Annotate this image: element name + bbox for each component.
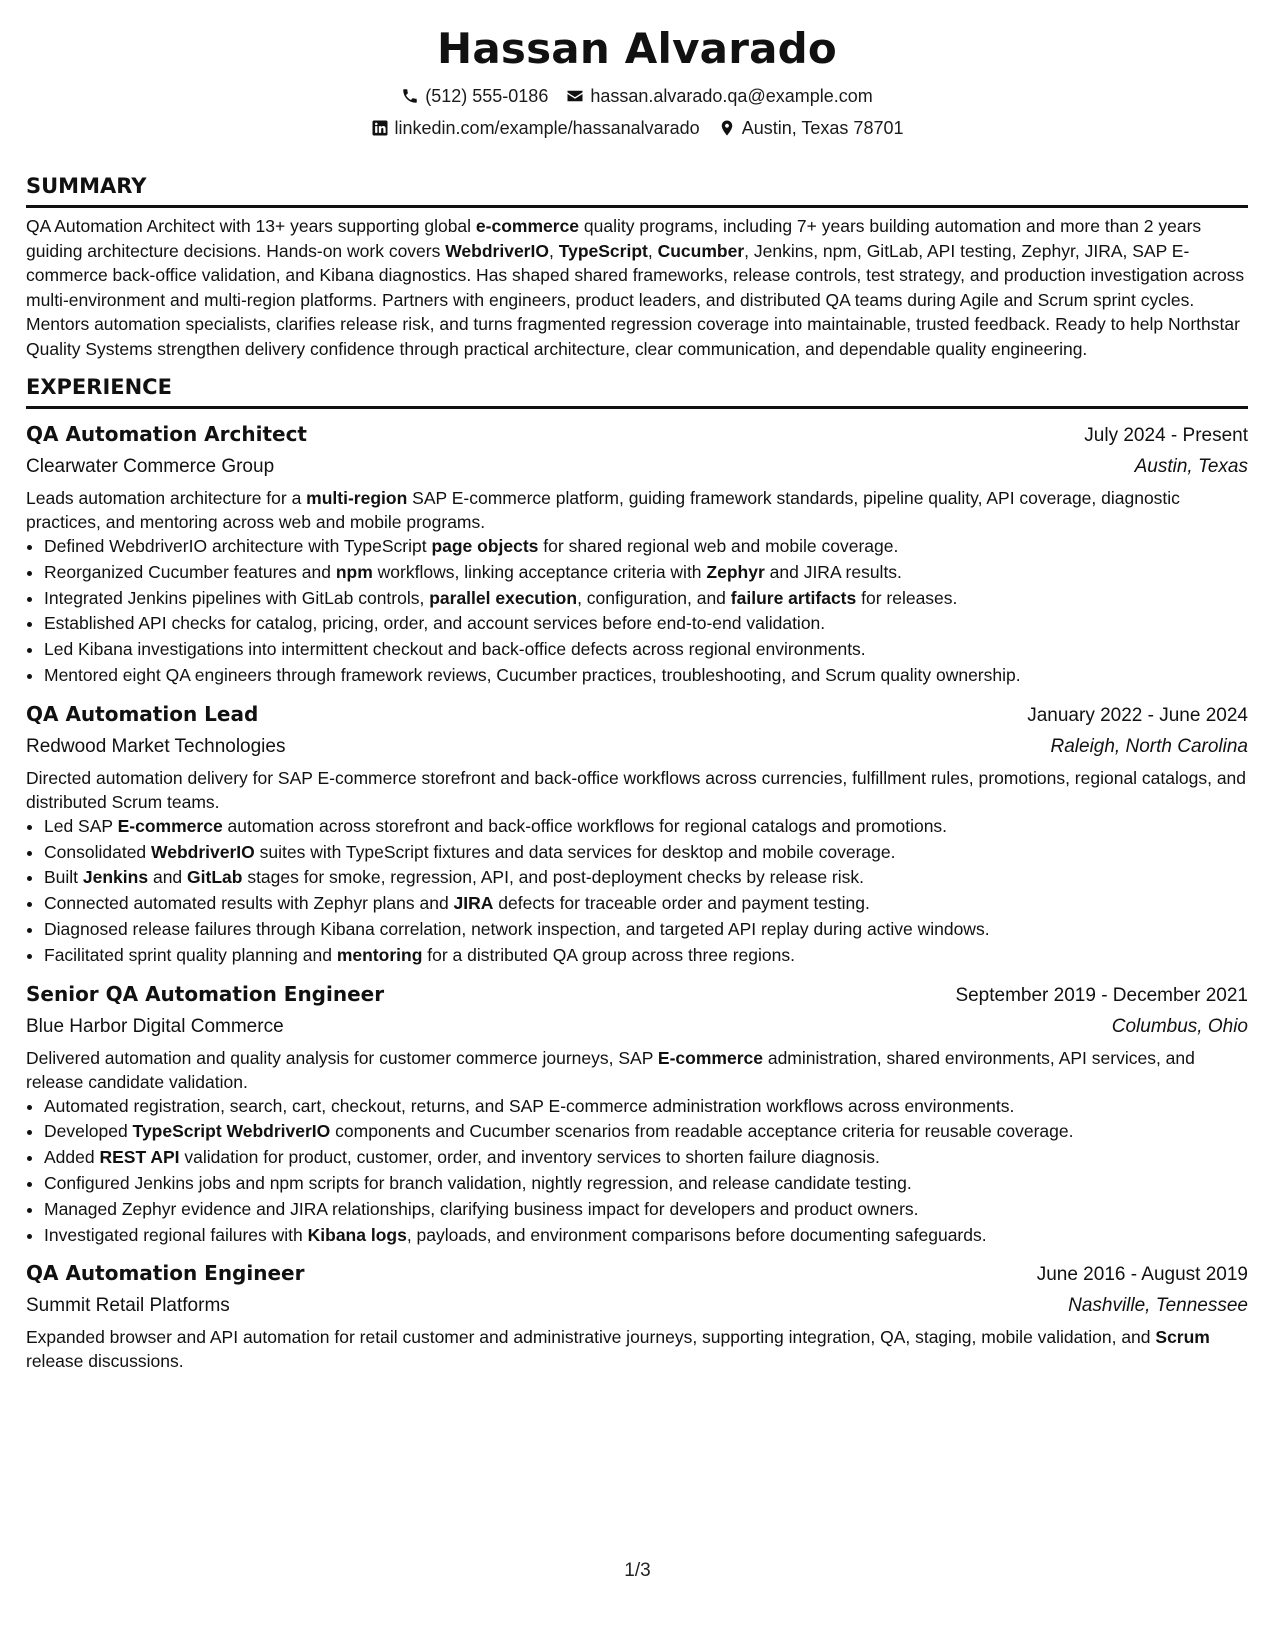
text-segment: for shared regional web and mobile coverage. xyxy=(538,536,899,556)
map-marker-icon xyxy=(718,119,736,137)
bold-keyword: mentoring xyxy=(336,944,423,965)
bullet-item xyxy=(44,1094,1248,1120)
bold-keyword: Kibana logs xyxy=(307,1224,407,1245)
bullet-item xyxy=(44,1171,1248,1197)
text-segment: Connected automated results with Zephyr plans and xyxy=(44,893,454,914)
bold-keyword: WebdriverIO xyxy=(151,841,255,862)
bullet-item xyxy=(44,560,1248,586)
bold-keyword: Scrum xyxy=(1155,1327,1210,1348)
job-title: QA Automation Lead xyxy=(26,701,259,726)
text-segment: Led Kibana investigations into intermittent checkout and back-office defects across regional environments. xyxy=(44,639,866,660)
text-segment: workflows, linking acceptance criteria with xyxy=(372,561,707,582)
bullet-item xyxy=(44,865,1248,891)
bold-keyword: Cucumber xyxy=(657,240,745,261)
text-segment: Reorganized Cucumber features and xyxy=(44,561,336,582)
job-entry xyxy=(26,419,1248,689)
experience-heading: EXPERIENCE xyxy=(26,373,1248,409)
text-segment: , configuration, and xyxy=(577,587,731,608)
text-segment: Led SAP xyxy=(44,815,118,836)
job-location: Raleigh, North Carolina xyxy=(1050,735,1248,757)
text-segment: Leads automation architecture for a xyxy=(26,488,307,508)
bullet-item xyxy=(44,637,1248,663)
job-description xyxy=(26,1325,1248,1373)
bold-keyword: TypeScript xyxy=(558,240,648,261)
bold-keyword: E-commerce xyxy=(117,815,223,836)
bullet-item xyxy=(44,1223,1248,1249)
job-location: Austin, Texas xyxy=(1134,456,1248,477)
contact-row-2 xyxy=(26,112,1248,144)
job-dates: January 2022 - June 2024 xyxy=(1027,704,1248,726)
text-segment: Configured Jenkins jobs and npm scripts for branch validation, nightly regression, and release candidate testing. xyxy=(44,1172,912,1193)
bold-keyword: parallel execution xyxy=(429,587,578,608)
text-segment: suites with TypeScript fixtures and data services for desktop and mobile coverage. xyxy=(254,841,896,862)
job-title: QA Automation Architect xyxy=(26,422,307,446)
text-segment: quality programs, including 7+ years building automation and more than 2 years guiding architecture decisions. Hands-on work covers xyxy=(26,216,1202,261)
text-segment: Directed automation delivery for SAP E-commerce storefront and back-office workflows across currencies, fulfillment rules, promotions, regional catalogs, and distributed Scrum teams. xyxy=(26,767,1247,812)
contact-row-1 xyxy=(26,80,1248,112)
bullet-item xyxy=(44,1119,1248,1145)
text-segment: and JIRA results. xyxy=(764,561,902,582)
text-segment: QA Automation Architect with 13+ years supporting global xyxy=(26,216,476,236)
bold-keyword: WebdriverIO xyxy=(445,240,549,261)
email-text[interactable]: hassan.alvarado.qa@example.com xyxy=(590,86,873,106)
bold-keyword: TypeScript WebdriverIO xyxy=(132,1121,331,1142)
text-segment: and xyxy=(148,867,188,888)
company-name: Redwood Market Technologies xyxy=(26,735,286,757)
text-segment: Managed Zephyr evidence and JIRA relationships, clarifying business impact for developers and product owners. xyxy=(44,1198,919,1219)
linkedin-icon xyxy=(371,119,389,137)
job-header xyxy=(26,699,1248,731)
phone-text: (512) 555-0186 xyxy=(425,86,549,106)
text-segment: SAP E-commerce platform, guiding framework standards, pipeline quality, API coverage, diagnostic practices, and mentoring across web and mobile programs. xyxy=(26,488,1180,532)
bullet-item xyxy=(44,891,1248,917)
text-segment: Consolidated xyxy=(44,841,152,862)
resume-page xyxy=(26,18,1248,1373)
text-segment: Delivered automation and quality analysis for customer commerce journeys, SAP xyxy=(26,1047,658,1068)
bold-keyword: REST API xyxy=(99,1147,180,1168)
email-contact[interactable] xyxy=(566,80,872,112)
bullet-item xyxy=(44,534,1248,560)
bullet-item xyxy=(44,814,1248,840)
location-text: Austin, Texas 78701 xyxy=(741,118,904,138)
bold-keyword: page objects xyxy=(431,536,539,556)
bold-keyword: npm xyxy=(335,561,373,582)
candidate-name: Hassan Alvarado xyxy=(437,24,837,73)
bold-keyword: GitLab xyxy=(187,867,243,888)
job-location: Nashville, Tennessee xyxy=(1068,1295,1248,1317)
text-segment: Automated registration, search, cart, checkout, returns, and SAP E-commerce administration workflows across environments. xyxy=(44,1095,1015,1116)
phone-icon xyxy=(401,87,419,105)
bullet-item xyxy=(44,943,1248,969)
text-segment: Integrated Jenkins pipelines with GitLab controls, xyxy=(44,587,430,608)
job-description xyxy=(26,486,1248,534)
text-segment: for releases. xyxy=(856,587,958,608)
summary-paragraph xyxy=(26,214,1248,361)
bullet-item xyxy=(44,663,1248,689)
job-bullets xyxy=(26,814,1248,969)
job-subheader xyxy=(26,1290,1248,1321)
linkedin-contact[interactable] xyxy=(371,112,700,144)
job-dates: July 2024 - Present xyxy=(1084,425,1248,446)
text-segment: Defined WebdriverIO architecture with TypeScript xyxy=(44,536,432,556)
envelope-icon xyxy=(566,87,584,105)
text-segment: Built xyxy=(44,867,83,888)
company-name: Summit Retail Platforms xyxy=(26,1295,230,1317)
text-segment: Expanded browser and API automation for retail customer and administrative journeys, supporting integration, QA, staging, mobile validation, and xyxy=(26,1327,1156,1348)
text-segment: Added xyxy=(44,1147,100,1168)
bold-keyword: failure artifacts xyxy=(730,587,857,608)
job-bullets xyxy=(26,1094,1248,1249)
bold-keyword: Zephyr xyxy=(706,561,765,582)
job-description xyxy=(26,1046,1248,1094)
bullet-item xyxy=(44,840,1248,866)
job-header xyxy=(26,1258,1248,1290)
bold-keyword: JIRA xyxy=(453,893,494,914)
text-segment: , xyxy=(548,240,559,261)
linkedin-text[interactable]: linkedin.com/example/hassanalvarado xyxy=(394,118,700,138)
job-dates: June 2016 - August 2019 xyxy=(1036,1264,1248,1286)
text-segment: Investigated regional failures with xyxy=(44,1224,308,1245)
job-entry xyxy=(26,979,1248,1249)
job-description xyxy=(26,766,1248,814)
text-segment: , Jenkins, npm, GitLab, API testing, Zephyr, JIRA, SAP E-commerce back-office validation, and Kibana diagnostics. Has shaped shared frameworks, release controls, test strategy, and production investigation across multi-environment and multi-region platforms. Partners with engineers, product leaders, and distributed QA teams during Agile and Scrum sprint cycles. Mentors automation specialists, clarifies release risk, and turns fragmented regression coverage into maintainable, trusted feedback. Ready to help Northstar Quality Systems strengthen delivery confidence through practical architecture, clear communication, and dependable quality engineering. xyxy=(26,240,1245,359)
job-location: Columbus, Ohio xyxy=(1111,1015,1248,1037)
job-dates: September 2019 - December 2021 xyxy=(955,984,1248,1006)
job-header xyxy=(26,979,1248,1011)
page-number: 1/3 xyxy=(624,1560,651,1581)
job-bullets xyxy=(26,534,1248,689)
company-name: Clearwater Commerce Group xyxy=(26,456,275,477)
bold-keyword: multi-region xyxy=(306,488,408,508)
text-segment: validation for product, customer, order, and inventory services to shorten failure diagnosis. xyxy=(179,1147,880,1168)
text-segment: automation across storefront and back-office workflows for regional catalogs and promotions. xyxy=(222,815,948,836)
job-subheader xyxy=(26,451,1248,482)
bold-keyword: e-commerce xyxy=(475,216,580,236)
text-segment: , payloads, and environment comparisons before documenting safeguards. xyxy=(406,1224,987,1245)
text-segment: Established API checks for catalog, pricing, order, and account services before end-to-end validation. xyxy=(44,613,826,634)
text-segment: Mentored eight QA engineers through framework reviews, Cucumber practices, troubleshooting, and Scrum quality ownership. xyxy=(44,664,1021,685)
text-segment: administration, shared environments, API services, and release candidate validation. xyxy=(26,1047,1195,1092)
text-segment: release discussions. xyxy=(26,1351,184,1372)
text-segment: defects for traceable order and payment testing. xyxy=(493,893,870,914)
text-segment: Diagnosed release failures through Kibana correlation, network inspection, and targeted API replay during active windows. xyxy=(44,918,990,939)
bullet-item xyxy=(44,586,1248,612)
text-segment: components and Cucumber scenarios from readable acceptance criteria for reusable coverage. xyxy=(330,1121,1074,1142)
text-segment: Developed xyxy=(44,1121,133,1142)
location-contact xyxy=(718,112,904,144)
job-header xyxy=(26,419,1248,451)
bullet-item xyxy=(44,1145,1248,1171)
bold-keyword: E-commerce xyxy=(657,1047,763,1068)
bullet-item xyxy=(44,917,1248,943)
bullet-item xyxy=(44,611,1248,637)
summary-heading: SUMMARY xyxy=(26,172,1248,208)
job-subheader xyxy=(26,1011,1248,1042)
text-segment: Facilitated sprint quality planning and xyxy=(44,944,337,965)
experience-list xyxy=(26,419,1248,1373)
company-name: Blue Harbor Digital Commerce xyxy=(26,1015,284,1037)
job-title: QA Automation Engineer xyxy=(26,1261,305,1286)
job-subheader xyxy=(26,731,1248,762)
bold-keyword: Jenkins xyxy=(82,867,149,888)
job-title: Senior QA Automation Engineer xyxy=(26,981,385,1006)
text-segment: , xyxy=(647,240,658,261)
job-entry xyxy=(26,1258,1248,1373)
phone-contact xyxy=(401,80,548,112)
job-entry xyxy=(26,699,1248,969)
bullet-item xyxy=(44,1197,1248,1223)
text-segment: stages for smoke, regression, API, and post-deployment checks by release risk. xyxy=(242,867,864,888)
text-segment: for a distributed QA group across three regions. xyxy=(422,944,795,965)
